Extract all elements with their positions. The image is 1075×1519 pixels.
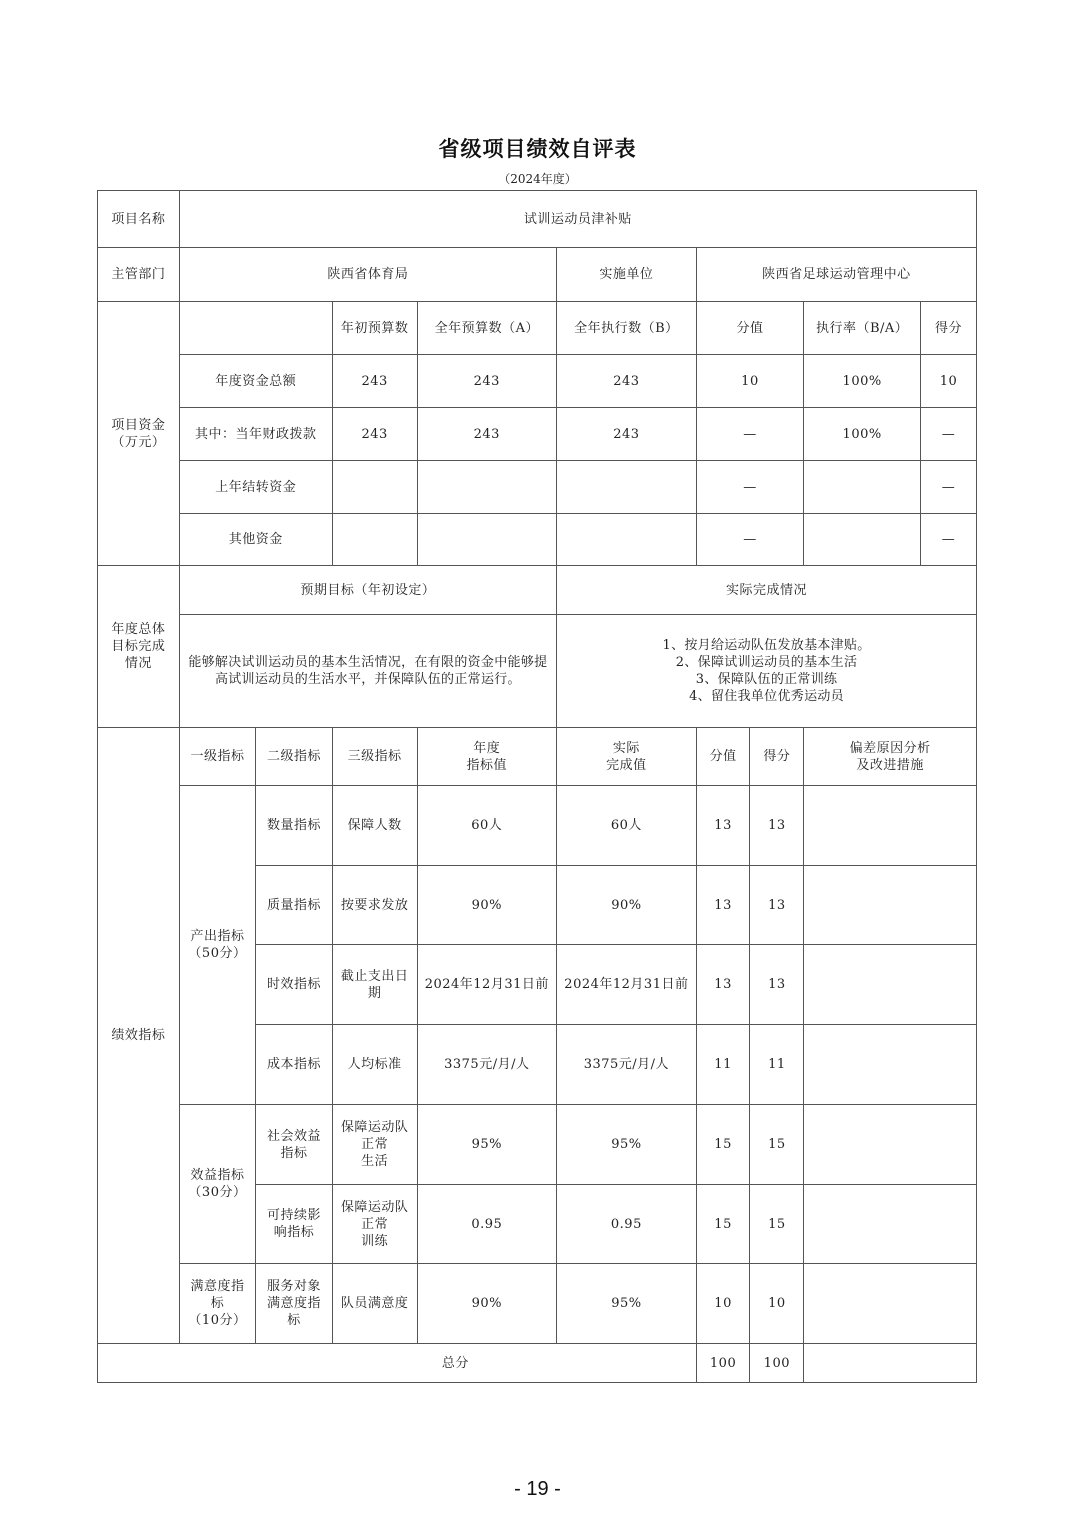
- perf-l2: 服务对象 满意度指 标: [256, 1264, 333, 1344]
- perf-score: 15: [750, 1185, 804, 1264]
- perf-target: 90%: [417, 866, 557, 945]
- perf-l2: 成本指标: [256, 1025, 333, 1105]
- perf-actual: 95%: [557, 1264, 697, 1344]
- funds-header-executed: 全年执行数（B）: [557, 302, 697, 355]
- funds-cell: [804, 461, 921, 514]
- perf-note: [804, 1185, 977, 1264]
- perf-points: 13: [696, 945, 750, 1025]
- funds-cell: 243: [417, 408, 557, 461]
- perf-l2: 数量指标: [256, 786, 333, 866]
- perf-header-points: 分值: [696, 728, 750, 786]
- perf-actual: 0.95: [557, 1185, 697, 1264]
- funds-cell: 243: [557, 408, 697, 461]
- perf-header-target: 年度 指标值: [417, 728, 557, 786]
- perf-l2: 可持续影 响指标: [256, 1185, 333, 1264]
- project-name-value: 试训运动员津补贴: [179, 191, 976, 248]
- output-indicator-label: 产出指标 （50分）: [179, 786, 256, 1105]
- perf-l2: 时效指标: [256, 945, 333, 1025]
- perf-points: 10: [696, 1264, 750, 1344]
- perf-note: [804, 1105, 977, 1185]
- funds-header-initial: 年初预算数: [332, 302, 417, 355]
- goals-header-row: [98, 566, 977, 615]
- perf-l3: 队员满意度: [332, 1264, 417, 1344]
- perf-score: 10: [750, 1264, 804, 1344]
- perf-target: 90%: [417, 1264, 557, 1344]
- perf-actual: 90%: [557, 866, 697, 945]
- page-number: - 19 -: [514, 1478, 561, 1500]
- perf-points: 13: [696, 786, 750, 866]
- project-row: [98, 191, 977, 248]
- perf-header-row: [98, 728, 977, 786]
- funds-cell: —: [921, 514, 977, 566]
- funds-cell: —: [696, 408, 804, 461]
- total-note: [804, 1344, 977, 1383]
- perf-actual: 60人: [557, 786, 697, 866]
- perf-l3: 保障运动队正常 训练: [332, 1185, 417, 1264]
- total-row: [98, 1344, 977, 1383]
- funds-row: [98, 461, 977, 514]
- perf-score: 13: [750, 945, 804, 1025]
- dept-value: 陕西省体育局: [179, 248, 556, 302]
- actual-completion-item: 3、保障队伍的正常训练: [695, 672, 838, 687]
- funds-row: [98, 408, 977, 461]
- funds-row-name: 其他资金: [179, 514, 332, 566]
- funds-row-name: 年度资金总额: [179, 355, 332, 408]
- funds-cell: 100%: [804, 355, 921, 408]
- perf-header-score: 得分: [750, 728, 804, 786]
- perf-points: 13: [696, 866, 750, 945]
- total-points: 100: [696, 1344, 750, 1383]
- funds-row: [98, 514, 977, 566]
- funds-header-score: 得分: [921, 302, 977, 355]
- perf-l3: 按要求发放: [332, 866, 417, 945]
- perf-l3: 保障人数: [332, 786, 417, 866]
- perf-target: 60人: [417, 786, 557, 866]
- perf-points: 15: [696, 1185, 750, 1264]
- goals-label: 年度总体 目标完成 情况: [98, 566, 180, 728]
- perf-row: [98, 786, 977, 866]
- dept-label: 主管部门: [98, 248, 180, 302]
- funds-header-rate: 执行率（B/A）: [804, 302, 921, 355]
- perf-target: 3375元/月/人: [417, 1025, 557, 1105]
- perf-note: [804, 1264, 977, 1344]
- total-label: 总分: [98, 1344, 697, 1383]
- department-row: [98, 248, 977, 302]
- perf-points: 11: [696, 1025, 750, 1105]
- satisfaction-indicator-label: 满意度指 标 （10分）: [179, 1264, 256, 1344]
- perf-actual: 2024年12月31日前: [557, 945, 697, 1025]
- expected-goal-header: 预期目标（年初设定）: [179, 566, 556, 615]
- perf-header-deviation: 偏差原因分析 及改进措施: [804, 728, 977, 786]
- evaluation-table: [97, 190, 977, 1383]
- funds-row-name: 上年结转资金: [179, 461, 332, 514]
- actual-completion-text: [557, 615, 977, 728]
- funds-cell: [557, 514, 697, 566]
- perf-header-actual: 实际 完成值: [557, 728, 697, 786]
- funds-cell: [332, 461, 417, 514]
- funds-cell: [804, 514, 921, 566]
- funds-cell: 100%: [804, 408, 921, 461]
- page-title: 省级项目绩效自评表: [438, 137, 637, 161]
- perf-header-level1: 一级指标: [179, 728, 256, 786]
- perf-header-level2: 二级指标: [256, 728, 333, 786]
- perf-label: 绩效指标: [98, 728, 180, 1344]
- funds-cell: [332, 514, 417, 566]
- perf-l2: 社会效益 指标: [256, 1105, 333, 1185]
- funds-cell: —: [921, 461, 977, 514]
- perf-score: 11: [750, 1025, 804, 1105]
- actual-completion-item: 2、保障试训运动员的基本生活: [675, 655, 858, 670]
- impl-unit-label: 实施单位: [557, 248, 697, 302]
- perf-l3: 保障运动队正常 生活: [332, 1105, 417, 1185]
- report-year: （2024年度）: [498, 172, 577, 186]
- goals-content-row: [98, 615, 977, 728]
- funds-label: 项目资金 （万元）: [98, 302, 180, 566]
- funds-cell: [417, 461, 557, 514]
- benefit-indicator-label: 效益指标 （30分）: [179, 1105, 256, 1264]
- funds-cell: 243: [557, 355, 697, 408]
- funds-cell: 10: [696, 355, 804, 408]
- perf-actual: 95%: [557, 1105, 697, 1185]
- funds-cell: 243: [332, 408, 417, 461]
- funds-cell: —: [696, 461, 804, 514]
- funds-row-name: 其中：当年财政拨款: [179, 408, 332, 461]
- perf-points: 15: [696, 1105, 750, 1185]
- perf-row: [98, 1105, 977, 1185]
- perf-actual: 3375元/月/人: [557, 1025, 697, 1105]
- funds-cell: —: [696, 514, 804, 566]
- total-score: 100: [750, 1344, 804, 1383]
- funds-header-points: 分值: [696, 302, 804, 355]
- perf-score: 13: [750, 786, 804, 866]
- funds-cell: 243: [332, 355, 417, 408]
- funds-cell: —: [921, 408, 977, 461]
- actual-completion-item: 1、按月给运动队伍发放基本津贴。: [662, 638, 871, 653]
- impl-unit-value: 陕西省足球运动管理中心: [696, 248, 976, 302]
- perf-score: 13: [750, 866, 804, 945]
- perf-note: [804, 786, 977, 866]
- perf-target: 95%: [417, 1105, 557, 1185]
- perf-l3: 人均标准: [332, 1025, 417, 1105]
- perf-note: [804, 1025, 977, 1105]
- funds-cell: [417, 514, 557, 566]
- funds-cell: 243: [417, 355, 557, 408]
- funds-corner-cell: [179, 302, 332, 355]
- funds-header-annual: 全年预算数（A）: [417, 302, 557, 355]
- perf-l2: 质量指标: [256, 866, 333, 945]
- funds-row: [98, 355, 977, 408]
- perf-score: 15: [750, 1105, 804, 1185]
- perf-target: 2024年12月31日前: [417, 945, 557, 1025]
- perf-header-level3: 三级指标: [332, 728, 417, 786]
- perf-target: 0.95: [417, 1185, 557, 1264]
- perf-l3: 截止支出日期: [332, 945, 417, 1025]
- perf-row: [98, 1264, 977, 1344]
- funds-cell: 10: [921, 355, 977, 408]
- funds-cell: [557, 461, 697, 514]
- perf-note: [804, 866, 977, 945]
- actual-completion-item: 4、留住我单位优秀运动员: [689, 689, 844, 704]
- expected-goal-text: 能够解决试训运动员的基本生活情况，在有限的资金中能够提高试训运动员的生活水平，并保障队伍的正常运行。: [179, 615, 556, 728]
- actual-completion-header: 实际完成情况: [557, 566, 977, 615]
- perf-note: [804, 945, 977, 1025]
- funds-header-row: [98, 302, 977, 355]
- project-name-label: 项目名称: [98, 191, 180, 248]
